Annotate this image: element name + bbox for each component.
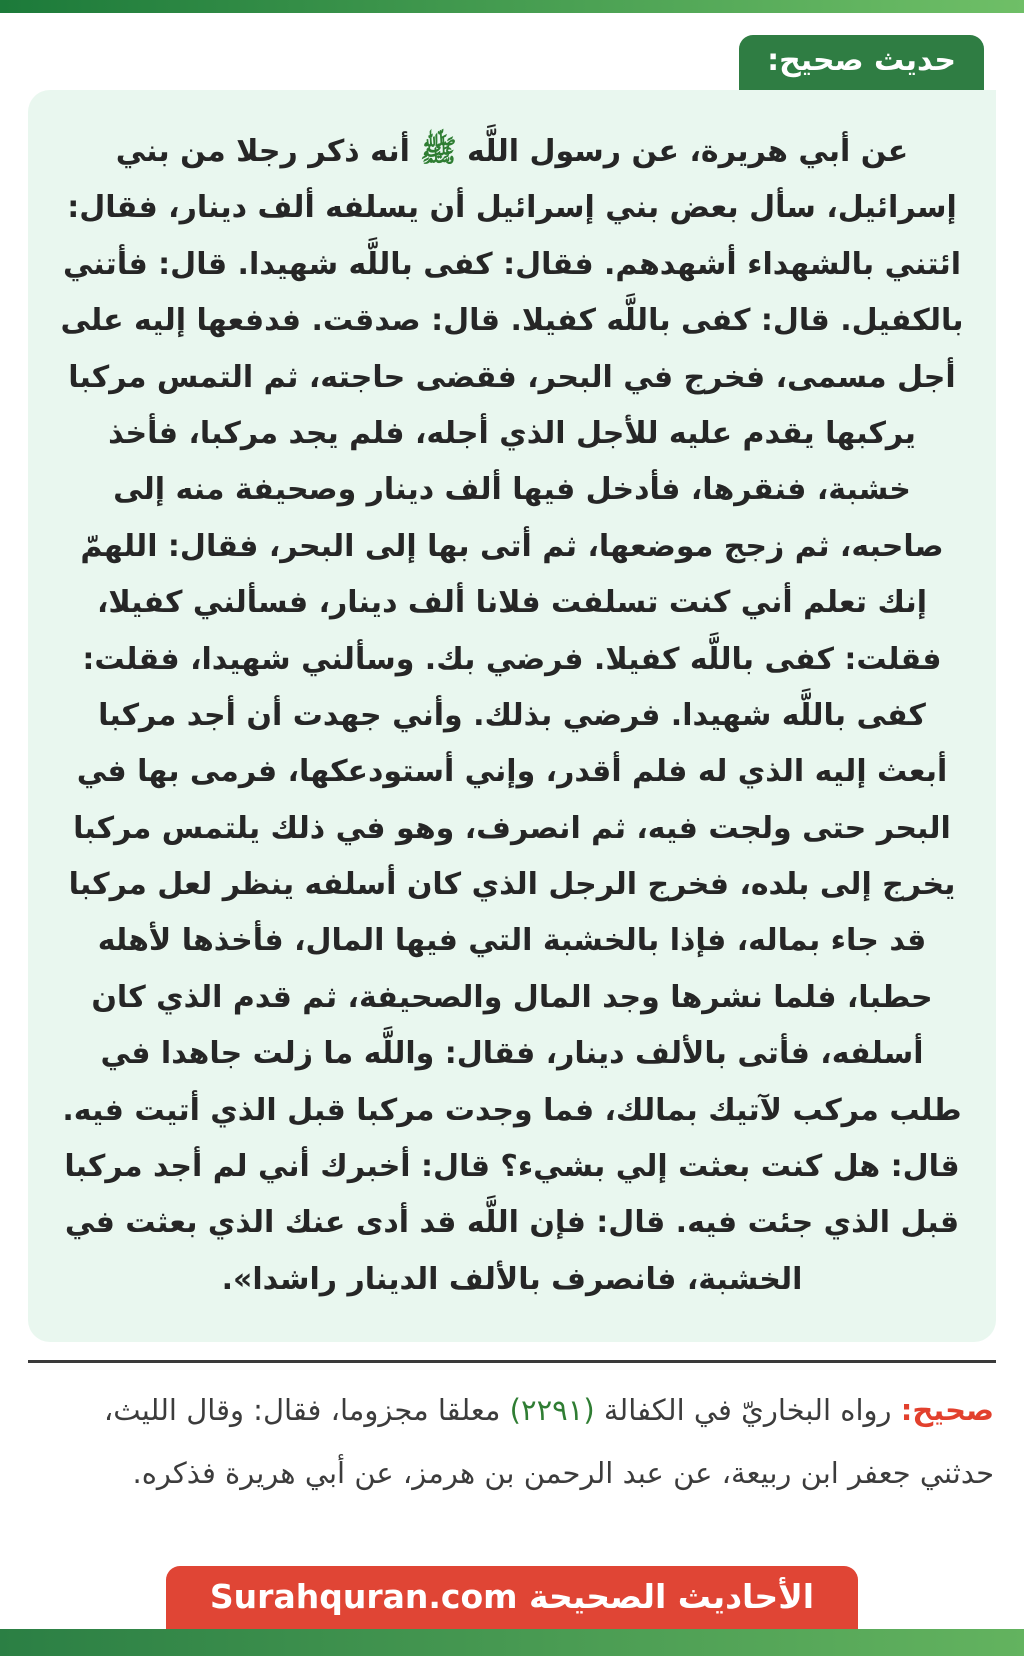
top-decorative-bar [0,0,1024,13]
badge-row [0,13,1024,90]
hadith-text-body: أنه ذكر رجلا من بني إسرائيل، سأل بعض بني إسرائيل أن يسلفه ألف دينار، فقال: ائتني بالشهداء أشهدهم. فقال: كفى باللَّه شهيدا. قال: فأتني بالكفيل. قال: كفى باللَّه كفيلا. قال: صدقت. فدفعها إليه على أجل مسمى، فخرج في البحر، فقضى حاجته، ثم التمس مركبا يركبها يقدم عليه للأجل الذي أجله، فلم يجد مركبا، فأخذ خشبة، فنقرها، فأدخل فيها ألف دينار وصحيفة منه إلى صاحبه، ثم زجج موضعها، ثم أتى بها إلى البحر، فقال: اللهمّ إنك تعلم أني كنت تسلفت فلانا ألف دينار، فسألني كفيلا، فقلت: كفى باللَّه كفيلا. فرضي بك. وسألني شهيدا، فقلت: كفى باللَّه شهيدا. فرضي بذلك. وأني جهدت أن أجد مركبا أبعث إليه الذي له فلم أقدر، وإني أستودعكها، فرمى بها في البحر حتى ولجت فيه، ثم انصرف، وهو في ذلك يلتمس مركبا يخرج إلى بلده، فخرج الرجل الذي كان أسلفه ينظر لعل مركبا قد جاء بماله، فإذا بالخشبة التي فيها المال، فأخذها لأهله حطبا، فلما نشرها وجد المال والصحيفة، ثم قدم الذي كان أسلفه، فأتى بالألف دينار، فقال: واللَّه ما زلت جاهدا في طلب مركب لآتيك بمالك، فما وجدت مركبا قبل الذي أتيت فيه. قال: هل كنت بعثت إلي بشيء؟ قال: أخبرك أني لم أجد مركبا قبل الذي جئت فيه. قال: فإن اللَّه قد أدى عنك الذي بعثت في الخشبة، فانصرف بالألف الدينار راشدا». [60,134,964,1297]
hadith-text-box [28,90,996,1342]
bottom-decorative-bar [0,1629,1024,1656]
attribution-source: رواه البخاريّ في الكفالة [594,1393,901,1428]
attribution-chain: معلقا مجزوما، فقال: وقال الليث، حدثني جعفر ابن ربيعة، عن عبد الرحمن بن هرمز، عن أبي هريرة فذكره. [103,1393,994,1490]
site-domain: Surahquran.com [209,1577,518,1616]
divider-line [28,1360,996,1363]
footer-row [0,1566,1024,1629]
hadith-text-start: عن أبي هريرة، عن رسول اللَّه [456,134,909,169]
sallallahu-alayhi-wasallam-symbol: ﷺ [420,134,457,169]
grade-label: صحيح: [900,1393,994,1428]
hadith-number: (٢٢٩١) [509,1393,595,1428]
site-name-arabic: الأحاديث الصحيحة [529,1577,815,1616]
attribution-text [30,1379,994,1504]
site-link-button[interactable] [166,1566,858,1629]
hadith-text [60,124,964,1308]
hadith-grade-badge: حديث صحيح: [739,35,984,90]
